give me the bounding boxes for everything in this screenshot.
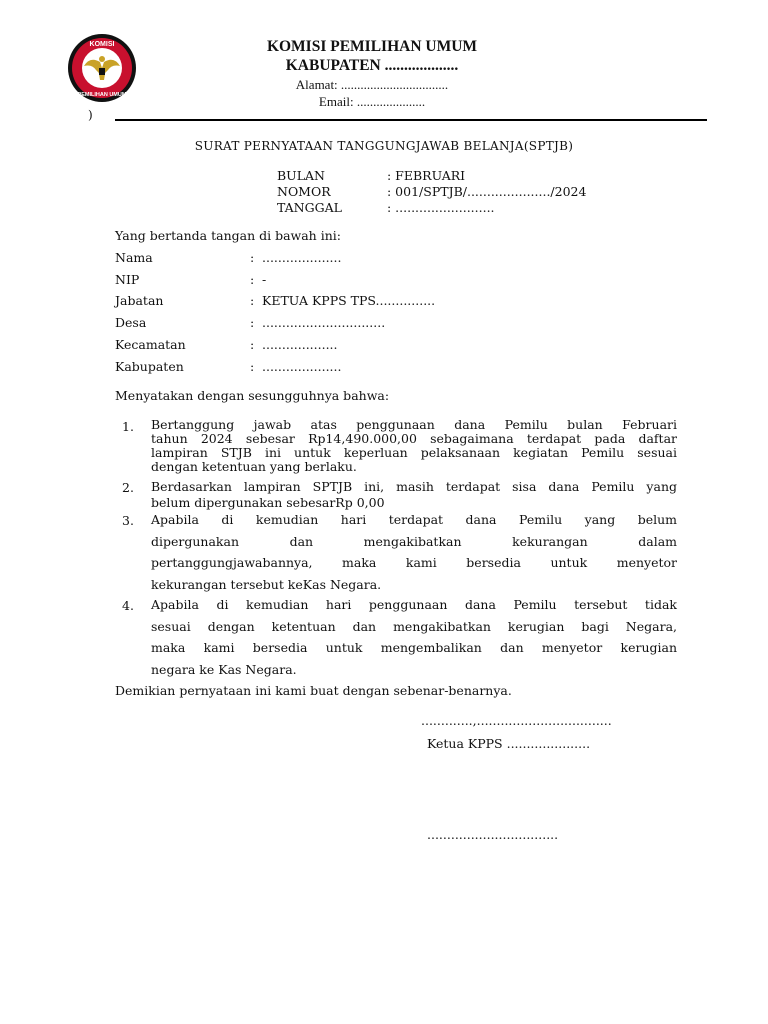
statement-line: belum dipergunakan sebesarRp 0,00 [151,495,385,510]
identity-value-kecamatan: ................... [262,337,338,352]
statement-item-2 [151,479,677,511]
stray-mark: ) [88,108,93,122]
item-number: 1. [122,419,134,434]
logo-bottom-text: PEMILIHAN UMUM [77,92,127,98]
signature-name: ................................. [427,827,559,842]
identity-sep: : [250,272,255,287]
identity-value-jabatan: KETUA KPPS TPS............... [262,293,436,308]
identity-label-kecamatan: Kecamatan [115,337,186,352]
statement-line: maka kami bersedia untuk mengembalikan dan menyetor kerugian [151,640,677,655]
identity-sep: : [250,250,255,265]
statement-line: kekurangan tersebut keKas Negara. [151,576,382,592]
meta-key-nomor: NOMOR [277,184,331,199]
identity-label-kabupaten: Kabupaten [115,359,184,374]
statement-line: negara ke Kas Negara. [151,661,297,677]
signature-place-date: .............,.................................. [421,713,612,728]
identity-sep: : [250,359,255,374]
identity-label-jabatan: Jabatan [115,293,164,308]
statement-line: pertanggungjawabannya, maka kami bersedia untuk menyetor [151,555,677,570]
meta-key-tanggal: TANGGAL [277,200,342,215]
identity-value-nip: - [262,272,267,287]
statement-item-4 [151,594,677,680]
identity-sep: : [250,337,255,352]
intro-text: Yang bertanda tangan di bawah ini: [115,228,341,243]
statement-line: Berdasarkan lampiran SPTJB ini, masih terdapat sisa dana Pemilu yang [151,479,677,494]
header-institution: KOMISI PEMILIHAN UMUM [266,38,478,55]
meta-value-bulan: : FEBRUARI [387,168,466,183]
statement-line: dipergunakan dan mengakibatkan kekurangan dalam [151,533,677,549]
statement-intro: Menyatakan dengan sesungguhnya bahwa: [115,388,390,403]
header-email: Email: ..................... [318,94,426,109]
item-number: 4. [122,598,134,613]
document-title: SURAT PERNYATAAN TANGGUNGJAWAB BELANJA(SPTJB) [194,139,574,153]
statement-line: Bertanggung jawab atas penggunaan dana Pemilu bulan Februari [151,417,677,432]
statement-line: dengan ketentuan yang berlaku. [151,459,357,474]
statement-line: lampiran STJB ini untuk keperluan pelaksanaan kegiatan Pemilu sesuai [151,445,677,460]
statement-item-1 [151,418,677,474]
identity-value-desa: ............................... [262,315,386,330]
closing-text: Demikian pernyataan ini kami buat dengan sebenar-benarnya. [115,683,512,698]
statement-line: Apabila di kemudian hari penggunaan dana Pemilu tersebut tidak [151,597,677,612]
meta-value-nomor: : 001/SPTJB/...................../2024 [387,184,587,199]
statement-line: Apabila di kemudian hari terdapat dana Pemilu yang belum [151,512,677,527]
kpu-garuda-logo-icon [66,32,138,104]
header-regency: KABUPATEN ................... [285,57,459,74]
meta-key-bulan: BULAN [277,168,325,183]
statement-item-3 [151,509,677,595]
identity-label-desa: Desa [115,315,147,330]
identity-label-nip: NIP [115,272,140,287]
meta-value-tanggal: : ......................... [387,200,495,215]
header-address: Alamat: ................................. [295,77,449,92]
garuda-shield [99,68,105,75]
identity-sep: : [250,315,255,330]
identity-label-nama: Nama [115,250,153,265]
header-divider [115,119,707,121]
identity-value-nama: .................... [262,250,342,265]
identity-value-kabupaten: .................... [262,359,342,374]
item-number: 3. [122,513,134,528]
garuda-head [99,56,105,62]
statement-line: sesuai dengan ketentuan dan mengakibatkan kerugian bagi Negara, [151,618,677,634]
logo-top-text: KOMISI [89,41,115,48]
item-number: 2. [122,480,134,495]
signature-position: Ketua KPPS ..................... [427,736,591,751]
statement-line: tahun 2024 sebesar Rp14,490.000,00 sebagaimana terdapat pada daftar [151,431,677,446]
identity-sep: : [250,293,255,308]
